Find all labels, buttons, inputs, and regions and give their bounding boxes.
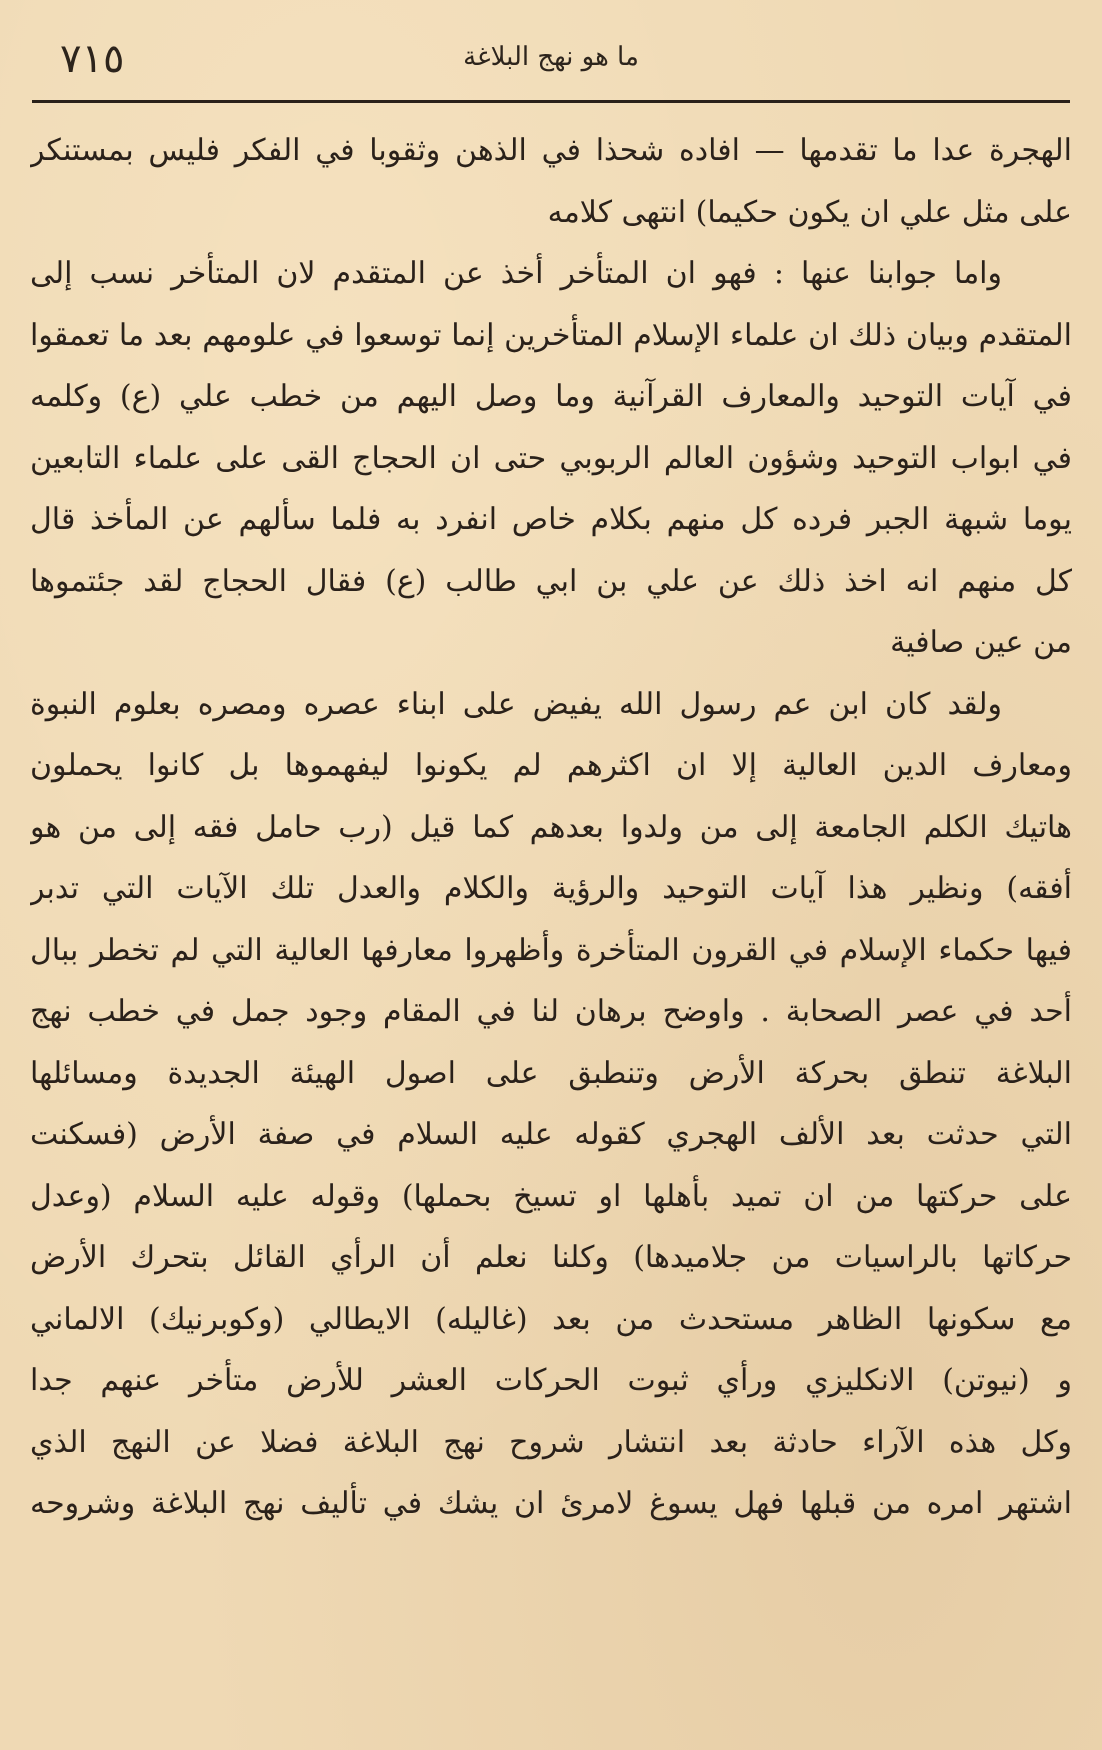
running-title: ما هو نهج البلاغة <box>463 42 639 72</box>
text-line: على حركتها من ان تميد بأهلها او تسيخ بحملها) وقوله عليه السلام (وعدل <box>30 1178 1072 1214</box>
text-line: هاتيك الكلم الجامعة إلى من ولدوا بعدهم كما قيل (رب حامل فقه إلى من هو <box>30 809 1072 845</box>
text-line: ولقد كان ابن عم رسول الله يفيض على ابناء عصره ومصره بعلوم النبوة <box>30 686 1002 722</box>
text-line: أفقه) ونظير هذا آيات التوحيد والرؤية والكلام والعدل تلك الآيات التي تدبر <box>30 871 1072 906</box>
text-line: المتقدم وبيان ذلك ان علماء الإسلام المتأخرين إنما توسعوا في علومهم بعد ما تعمقوا <box>30 317 1072 353</box>
text-line: كل منهم انه اخذ ذلك عن علي بن ابي طالب (ع) فقال الحجاج لقد جئتموها <box>30 563 1072 599</box>
text-line: يوما شبهة الجبر فرده كل منهم بكلام خاص انفرد به فلما سألهم عن المأخذ قال <box>30 502 1072 537</box>
text-line: من عين صافية <box>890 625 1072 660</box>
text-line: و (نيوتن) الانكليزي ورأي ثبوت الحركات العشر للأرض متأخر عنهم جدا <box>30 1363 1072 1398</box>
text-line: الهجرة عدا ما تقدمها — افاده شحذا في الذهن وثقوبا في الفكر فليس بمستنكر <box>30 133 1072 168</box>
text-line: أحد في عصر الصحابة . واوضح برهان لنا في المقام وجود جمل في خطب نهج <box>30 994 1072 1029</box>
header-rule <box>32 100 1070 103</box>
text-line: على مثل علي ان يكون حكيما) انتهى كلامه <box>547 194 1072 230</box>
text-line: البلاغة تنطق بحركة الأرض وتنطبق على اصول الهيئة الجديدة ومسائلها <box>30 1055 1072 1091</box>
page-number: ٧١٥ <box>60 36 125 82</box>
body-text <box>30 120 1072 1535</box>
text-line: ومعارف الدين العالية إلا ان اكثرهم لم يكونوا ليفهموها بل كانوا يحملون <box>30 748 1072 783</box>
text-line: حركاتها بالراسيات من جلاميدها) وكلنا نعلم أن الرأي القائل بتحرك الأرض <box>30 1240 1072 1275</box>
text-line: في ابواب التوحيد وشؤون العالم الربوبي حتى ان الحجاج القى على علماء التابعين <box>30 440 1072 476</box>
text-line: واما جوابنا عنها : فهو ان المتأخر أخذ عن المتقدم لان المتأخر نسب إلى <box>30 256 1002 291</box>
text-line: اشتهر امره من قبلها فهل يسوغ لامرئ ان يشك في تأليف نهج البلاغة وشروحه <box>30 1486 1072 1521</box>
text-line: وكل هذه الآراء حادثة بعد انتشار شروح نهج البلاغة فضلا عن النهج الذي <box>30 1424 1072 1460</box>
page-header <box>32 30 1070 90</box>
text-line: في آيات التوحيد والمعارف القرآنية وما وصل اليهم من خطب علي (ع) وكلمه <box>30 379 1072 414</box>
text-line: مع سكونها الظاهر مستحدث من بعد (غاليله) الايطالي (وكوبرنيك) الالماني <box>30 1301 1072 1337</box>
text-line: فيها حكماء الإسلام في القرون المتأخرة وأظهروا معارفها العالية التي لم تخطر ببال <box>30 932 1072 968</box>
text-line: التي حدثت بعد الألف الهجري كقوله عليه السلام في صفة الأرض (فسكنت <box>30 1117 1072 1152</box>
